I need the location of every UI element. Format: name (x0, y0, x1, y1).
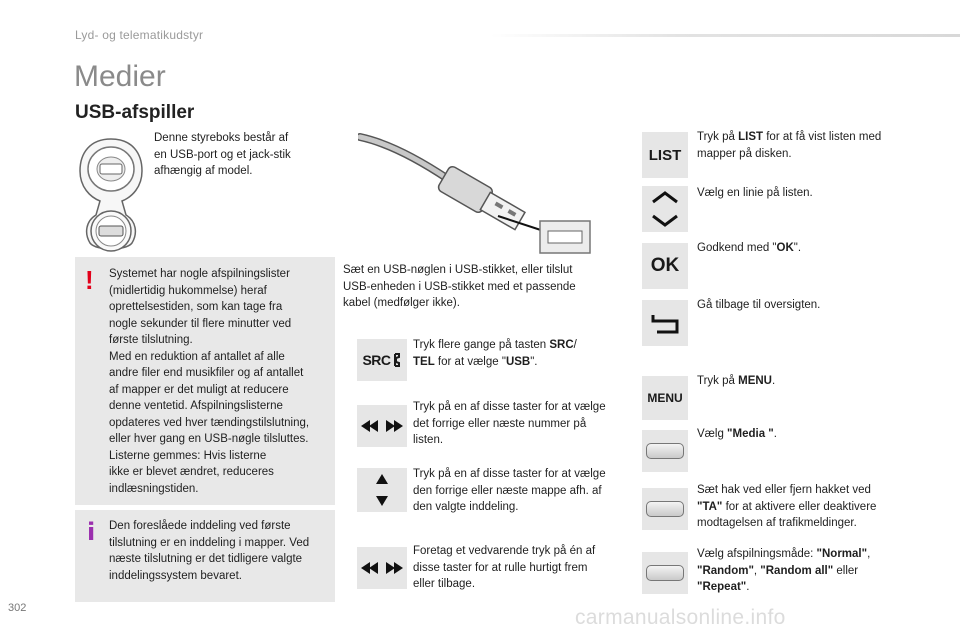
warning-icon: ! (85, 265, 94, 295)
usb-instruction-line: kabel (medfølger ikke). (343, 297, 460, 309)
up-down-arrows-icon (375, 473, 389, 507)
src-step-pre: Tryk flere gange på tasten (413, 339, 550, 351)
src-step-text (413, 337, 613, 370)
src-step-usb: USB (505, 355, 531, 368)
src-button[interactable] (357, 339, 407, 381)
fast-forward-rewind-icon (360, 561, 404, 575)
info-text (109, 518, 331, 584)
info-icon: i (87, 518, 96, 546)
rocker-key-icon (646, 565, 684, 581)
mode-step-pre: Vælg afspilningsmåde: (697, 548, 817, 560)
list-step-bold: LIST (738, 131, 764, 143)
skip-track-buttons[interactable] (357, 405, 407, 447)
warning-line: eller hver gang en USB-nøgle tilsluttes. (109, 433, 309, 445)
hold-step-line: Foretag et vedvarende tryk på én af (413, 545, 596, 557)
intro-line-2: en USB-port og et jack-stik (154, 148, 291, 161)
section-subtitle: USB-afspiller (75, 102, 195, 123)
warning-line: oprettelsestiden, som kan tage fra (109, 301, 283, 313)
ta-key-button[interactable] (642, 488, 688, 530)
menu-step-post: . (771, 375, 776, 387)
menu-button-label: MENU (647, 391, 683, 405)
mode-normal: "Normal" (816, 548, 868, 560)
usb-instructions (343, 262, 623, 312)
ta-step-post: for at aktivere eller deaktivere (722, 500, 877, 513)
fast-scroll-buttons[interactable] (357, 547, 407, 589)
section-header: Lyd- og telematikudstyr (75, 28, 204, 42)
warning-line: indlæsningstiden. (109, 482, 199, 495)
intro-line-3: afhængig af model. (154, 165, 253, 177)
header-rule (490, 34, 960, 37)
skip-step-text (413, 399, 633, 449)
ok-step-post: ". (793, 242, 802, 254)
info-line: Den foreslåede inddeling ved første (109, 520, 291, 532)
media-step-post: . (773, 428, 777, 440)
media-step-text (697, 426, 917, 443)
src-button-label: SRC (362, 352, 391, 368)
folder-step-text (413, 466, 633, 516)
ok-button[interactable] (642, 243, 688, 289)
skip-step-line: Tryk på en af disse taster for at vælge (413, 401, 606, 413)
warning-panel (75, 257, 335, 505)
mode-key-button[interactable] (642, 552, 688, 594)
menu-step-pre: Tryk på (697, 375, 739, 387)
ok-step-pre: Godkend med " (697, 242, 777, 254)
previous-next-icon (360, 419, 404, 433)
intro-line-1: Denne styreboks består af (154, 132, 289, 144)
list-button[interactable] (642, 132, 688, 178)
page-title: Medier (74, 60, 166, 93)
warning-line: af mapper er det muligt at reducere (109, 383, 289, 396)
menu-step-bold: MENU (738, 375, 772, 387)
ok-button-label: OK (650, 255, 680, 276)
page-number: 302 (8, 602, 27, 614)
usb-stick-illustration (358, 131, 598, 261)
back-step-text: Gå tilbage til oversigten. (697, 299, 821, 311)
info-line: tilslutning er en inddeling i mapper. Ved (109, 536, 310, 549)
src-step-end: ". (530, 355, 538, 368)
hold-step-text (413, 543, 633, 593)
updown-step-text: Vælg en linie på listen. (697, 187, 813, 199)
info-line: inddelingssystem bevaret. (109, 569, 242, 582)
warning-line: andre filer end musikfiler og af antallet (109, 367, 304, 379)
skip-step-line: det forrige eller næste nummer på (413, 417, 587, 430)
menu-step-text (697, 373, 917, 390)
folder-step-line: Tryk på en af disse taster for at vælge (413, 468, 606, 480)
usb-port-illustration (76, 135, 146, 253)
watermark: carmanualsonline.info (575, 606, 786, 629)
list-step-post: for at få vist listen med (763, 131, 882, 143)
updown-button[interactable] (642, 186, 688, 232)
mode-step-text (697, 546, 927, 596)
src-phone-icon (392, 353, 402, 367)
list-step-text (697, 129, 917, 162)
skip-step-line: listen. (413, 434, 444, 446)
ta-step-line1: Sæt hak ved eller fjern hakket ved (697, 484, 871, 496)
folder-buttons[interactable] (357, 468, 407, 512)
media-key-button[interactable] (642, 430, 688, 472)
src-step-mid: for at vælge " (434, 355, 506, 368)
folder-step-line: den valgte inddeling. (413, 501, 519, 513)
warning-line: (midlertidig hukommelse) heraf (109, 284, 267, 297)
media-step-bold: "Media " (727, 428, 774, 440)
back-button[interactable] (642, 300, 688, 346)
info-line: næste tilslutning er det tidligere valgte (109, 553, 303, 565)
mode-sep-2: , (753, 564, 761, 577)
ok-step-text (697, 240, 917, 257)
chevron-up-down-icon (650, 190, 680, 228)
media-step-pre: Vælg (697, 428, 728, 440)
warning-line: ikke er blevet ændret, reduceres (109, 466, 274, 478)
list-button-label: LIST (648, 146, 682, 164)
list-step-line2: mapper på disken. (697, 147, 792, 160)
ta-step-text (697, 482, 917, 532)
ta-step-line3: modtagelsen af trafikmeldinger. (697, 517, 857, 529)
warning-line: denne ventetid. Afspilningslisterne (109, 400, 283, 412)
warning-line: Med en reduktion af antallet af alle (109, 350, 285, 363)
info-panel (75, 510, 335, 602)
src-step-src: SRC (549, 339, 574, 351)
intro-text (154, 130, 324, 180)
warning-line: første tilslutning. (109, 334, 193, 346)
folder-step-line: den forrige eller næste mappe afh. af (413, 484, 602, 497)
mode-sep-3: eller (833, 564, 859, 577)
menu-button[interactable] (642, 376, 688, 420)
rocker-key-icon (646, 501, 684, 517)
list-step-pre: Tryk på (697, 131, 739, 143)
warning-text (109, 266, 331, 497)
rocker-key-icon (646, 443, 684, 459)
mode-random: "Random" (697, 564, 754, 577)
mode-end: . (746, 581, 750, 593)
mode-random-all: "Random all" (760, 564, 834, 577)
hold-step-line: disse taster for at rulle hurtigt frem (413, 561, 588, 574)
ta-step-bold: "TA" (697, 500, 723, 513)
warning-line: Systemet har nogle afspilningslister (109, 268, 290, 280)
hold-step-line: eller tilbage. (413, 578, 476, 590)
mode-repeat: "Repeat" (697, 581, 747, 593)
mode-sep-1: , (867, 548, 871, 560)
warning-line: opdateres ved hver tændingstilslutning, (109, 416, 310, 429)
ok-step-bold: OK (776, 242, 794, 254)
usb-instruction-line: USB-enheden i USB-stikket med et passende (343, 280, 576, 293)
back-arrow-icon (649, 311, 681, 335)
warning-line: Listerne gemmes: Hvis listerne (109, 449, 267, 462)
usb-instruction-line: Sæt en USB-nøglen i USB-stikket, eller tilslut (343, 264, 573, 276)
src-step-tel: TEL (413, 355, 435, 368)
warning-line: nogle sekunder til flere minutter ved (109, 317, 292, 330)
src-step-slash: / (573, 339, 577, 351)
